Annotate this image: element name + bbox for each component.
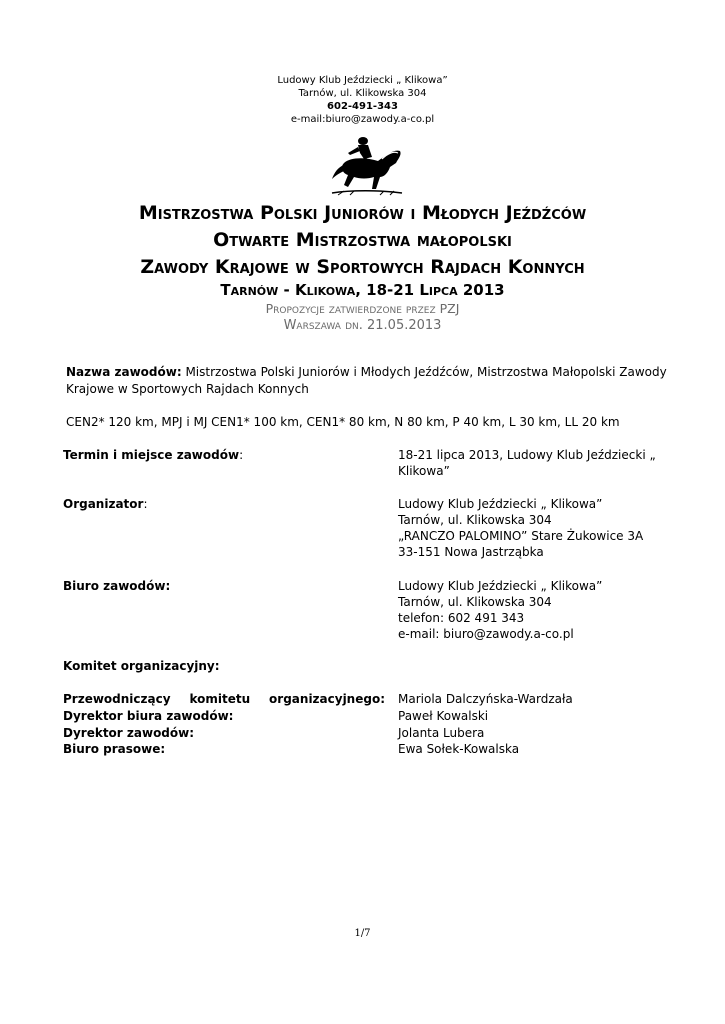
organizer-line: 33-151 Nowa Jastrząbka — [398, 545, 544, 559]
chair-word: organizacyjnego: — [269, 692, 385, 706]
press-label: Biuro prasowe: — [63, 742, 166, 756]
event-name-paragraph — [66, 364, 676, 398]
office-line: telefon: 602 491 343 — [398, 611, 525, 625]
title-line-2: Otwarte Mistrzostwa małopolski — [213, 229, 512, 251]
office-director-label: Dyrektor biura zawodów: — [63, 709, 234, 723]
title-date-place: Tarnów - Klikowa, 18-21 Lipca 2013 — [220, 281, 505, 299]
director-label: Dyrektor zawodów: — [63, 726, 195, 740]
date-place-value — [398, 447, 673, 479]
chair-word: komitetu — [189, 692, 251, 706]
event-name-value: Mistrzostwa Polski Juniorów i Młodych Jeźdźców, Mistrzostwa Małopolski Zawody Krajowe w Sportowych Rajdach Konnych — [66, 365, 667, 396]
office-director-value: Paweł Kowalski — [398, 709, 489, 723]
organizer-line: Tarnów, ul. Klikowska 304 — [398, 513, 552, 527]
office-label: Biuro zawodów: — [63, 579, 171, 593]
classes-list: CEN2* 120 km, MPJ i MJ CEN1* 100 km, CEN1* 80 km, N 80 km, P 40 km, L 30 km, LL 20 km — [66, 415, 620, 429]
club-phone: 602-491-343 — [327, 101, 398, 112]
director-value: Jolanta Lubera — [398, 726, 485, 740]
organizer-line: Ludowy Klub Jeździecki „ Klikowa” — [398, 497, 603, 511]
office-line: e-mail: biuro@zawody.a-co.pl — [398, 627, 574, 641]
office-value — [398, 578, 673, 642]
date-place-colon: : — [239, 448, 244, 462]
director-row — [63, 725, 673, 741]
approval-note: Propozycje zatwierdzone przez PZJ — [265, 301, 460, 316]
date-place-line-1 — [398, 447, 673, 463]
organizer-label-wrap — [63, 496, 385, 512]
office-line: Tarnów, ul. Klikowska 304 — [398, 595, 552, 609]
committee-chair-row — [63, 691, 673, 707]
office-director-row — [63, 708, 673, 724]
club-address: Tarnów, ul. Klikowska 304 — [298, 88, 427, 99]
organizer-row — [63, 496, 673, 562]
event-name-label: Nazwa zawodów: — [66, 365, 182, 379]
page-number: 1/7 — [354, 928, 371, 939]
title-line-1: Mistrzostwa Polski Juniorów i Młodych Jeźdźców — [138, 202, 587, 224]
document-titles — [0, 200, 725, 334]
organizer-colon: : — [143, 497, 148, 511]
committee-chair-label — [63, 691, 385, 707]
date-place-value-line-2: Klikowa” — [398, 464, 450, 478]
committee-heading: Komitet organizacyjny: — [63, 659, 220, 673]
office-row — [63, 578, 673, 644]
organizer-line: „RANCZO PALOMINO” Stare Żukowice 3A — [398, 529, 644, 543]
club-email: e-mail:biuro@zawody.a-co.pl — [290, 114, 435, 125]
organizer-label: Organizator — [63, 497, 144, 511]
date-place-value-line-1: 18-21 lipca 2013, Ludowy Klub Jeździecki „ — [398, 448, 656, 462]
letterhead — [0, 74, 725, 126]
press-value: Ewa Sołek-Kowalska — [398, 742, 520, 756]
press-row — [63, 741, 673, 757]
approval-date: Warszawa dn. 21.05.2013 — [283, 318, 442, 333]
committee-chair-value: Mariola Dalczyńska-Wardzała — [398, 692, 573, 706]
office-line: Ludowy Klub Jeździecki „ Klikowa” — [398, 579, 603, 593]
organizer-value — [398, 496, 673, 560]
chair-word: Przewodniczący — [63, 692, 171, 706]
horse-rider-logo-icon — [330, 133, 404, 197]
date-place-label-wrap — [63, 447, 385, 463]
title-line-3: Zawody Krajowe w Sportowych Rajdach Konnych — [140, 256, 585, 278]
date-place-row — [63, 447, 673, 481]
club-name: Ludowy Klub Jeździecki „ Klikowa” — [277, 75, 448, 86]
date-place-label: Termin i miejsce zawodów — [63, 448, 240, 462]
